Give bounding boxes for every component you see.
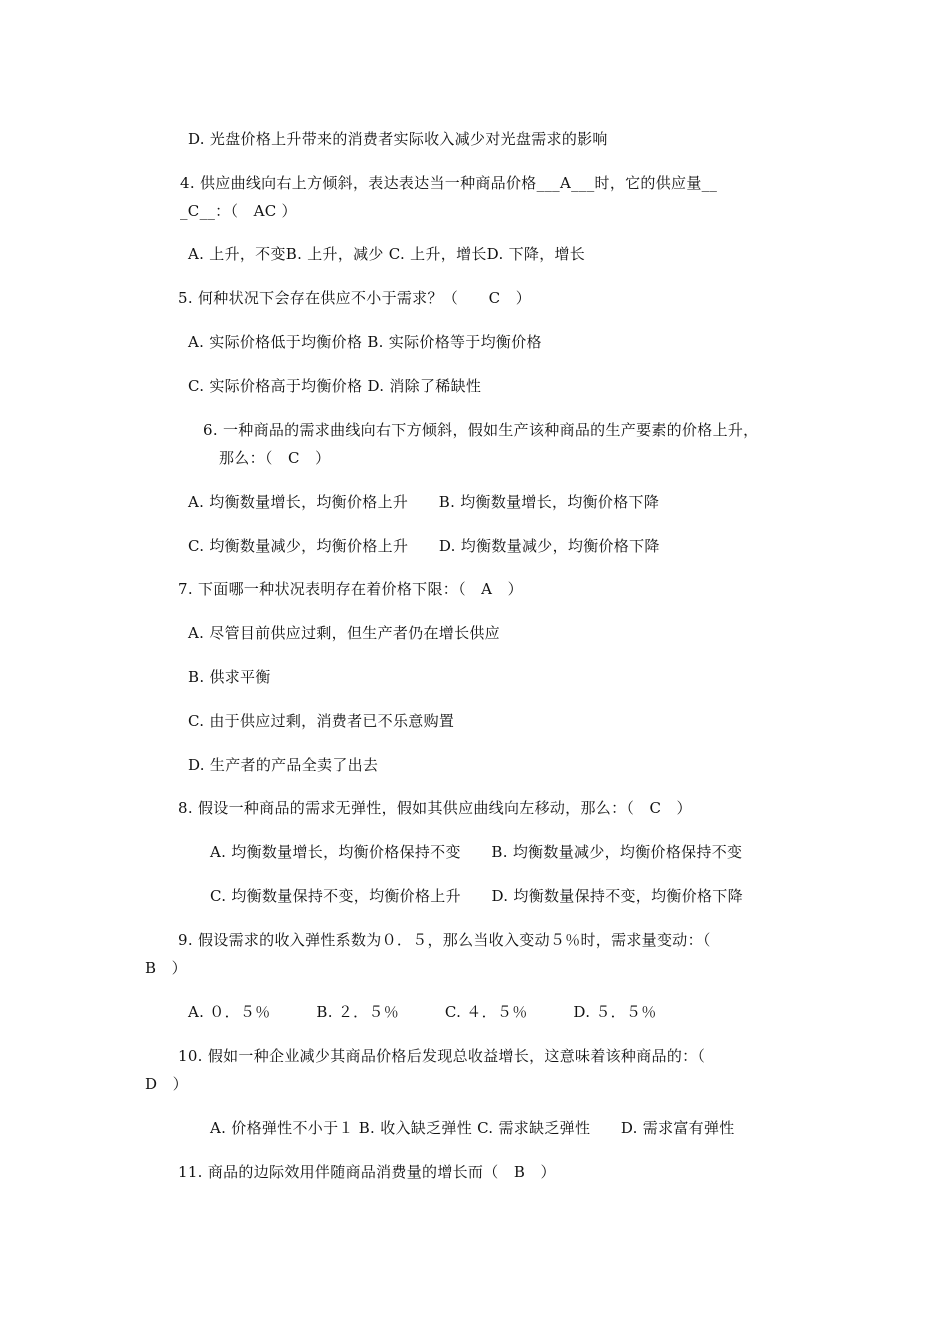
question-10-options: A. 价格弹性不小于１ B. 收入缺乏弹性 C. 需求缺乏弹性 D. 需求富有弹性 — [210, 1119, 735, 1137]
question-6-continued: 那么：（ C ） — [219, 449, 331, 467]
question-9: 9. 假设需求的收入弹性系数为０．５，那么当收入变动５％时，需求量变动：（ — [178, 931, 711, 949]
question-8-options-ab: A. 均衡数量增长，均衡价格保持不变 B. 均衡数量减少，均衡价格保持不变 — [210, 843, 743, 861]
question-7: 7. 下面哪一种状况表明存在着价格下限：（ A ） — [178, 580, 523, 598]
question-10-answer: D ） — [145, 1075, 188, 1093]
question-9-options: A. ０．５％ B. ２．５％ C. ４．５％ D. ５．５％ — [188, 1003, 657, 1021]
question-8-options-cd: C. 均衡数量保持不变，均衡价格上升 D. 均衡数量保持不变，均衡价格下降 — [210, 887, 743, 905]
question-5-options-ab: A. 实际价格低于均衡价格 B. 实际价格等于均衡价格 — [188, 333, 542, 351]
question-4-options: A. 上升，不变B. 上升，减少 C. 上升，增长D. 下降，增长 — [188, 245, 586, 263]
question-7-option-c: C. 由于供应过剩，消费者已不乐意购置 — [188, 712, 455, 730]
question-11: 11. 商品的边际效用伴随商品消费量的增长而（ B ） — [178, 1163, 556, 1181]
question-4: 4. 供应曲线向右上方倾斜，表达表达当一种商品价格___A___时，它的供应量__ — [180, 174, 718, 192]
question-6-options-cd: C. 均衡数量减少，均衡价格上升 D. 均衡数量减少，均衡价格下降 — [188, 537, 660, 555]
question-7-option-b: B. 供求平衡 — [188, 668, 271, 686]
question-5: 5. 何种状况下会存在供应不小于需求？（ C ） — [178, 289, 532, 307]
question-7-option-d: D. 生产者的产品全卖了出去 — [188, 756, 379, 774]
question-4-continued: _C__：（ AC ） — [180, 202, 297, 220]
question-7-option-a: A. 尽管目前供应过剩，但生产者仍在增长供应 — [188, 624, 500, 642]
question-9-answer: B ） — [145, 959, 187, 977]
question-6-options-ab: A. 均衡数量增长，均衡价格上升 B. 均衡数量增长，均衡价格下降 — [188, 493, 660, 511]
question-8: 8. 假设一种商品的需求无弹性，假如其供应曲线向左移动，那么：（ C ） — [178, 799, 692, 817]
question-10: 10. 假如一种企业减少其商品价格后发现总收益增长，这意味着该种商品的：（ — [178, 1047, 706, 1065]
option-d-q3: D. 光盘价格上升带来的消费者实际收入减少对光盘需求的影响 — [188, 130, 608, 148]
question-5-options-cd: C. 实际价格高于均衡价格 D. 消除了稀缺性 — [188, 377, 482, 395]
question-6: 6. 一种商品的需求曲线向右下方倾斜，假如生产该种商品的生产要素的价格上升， — [203, 421, 759, 439]
